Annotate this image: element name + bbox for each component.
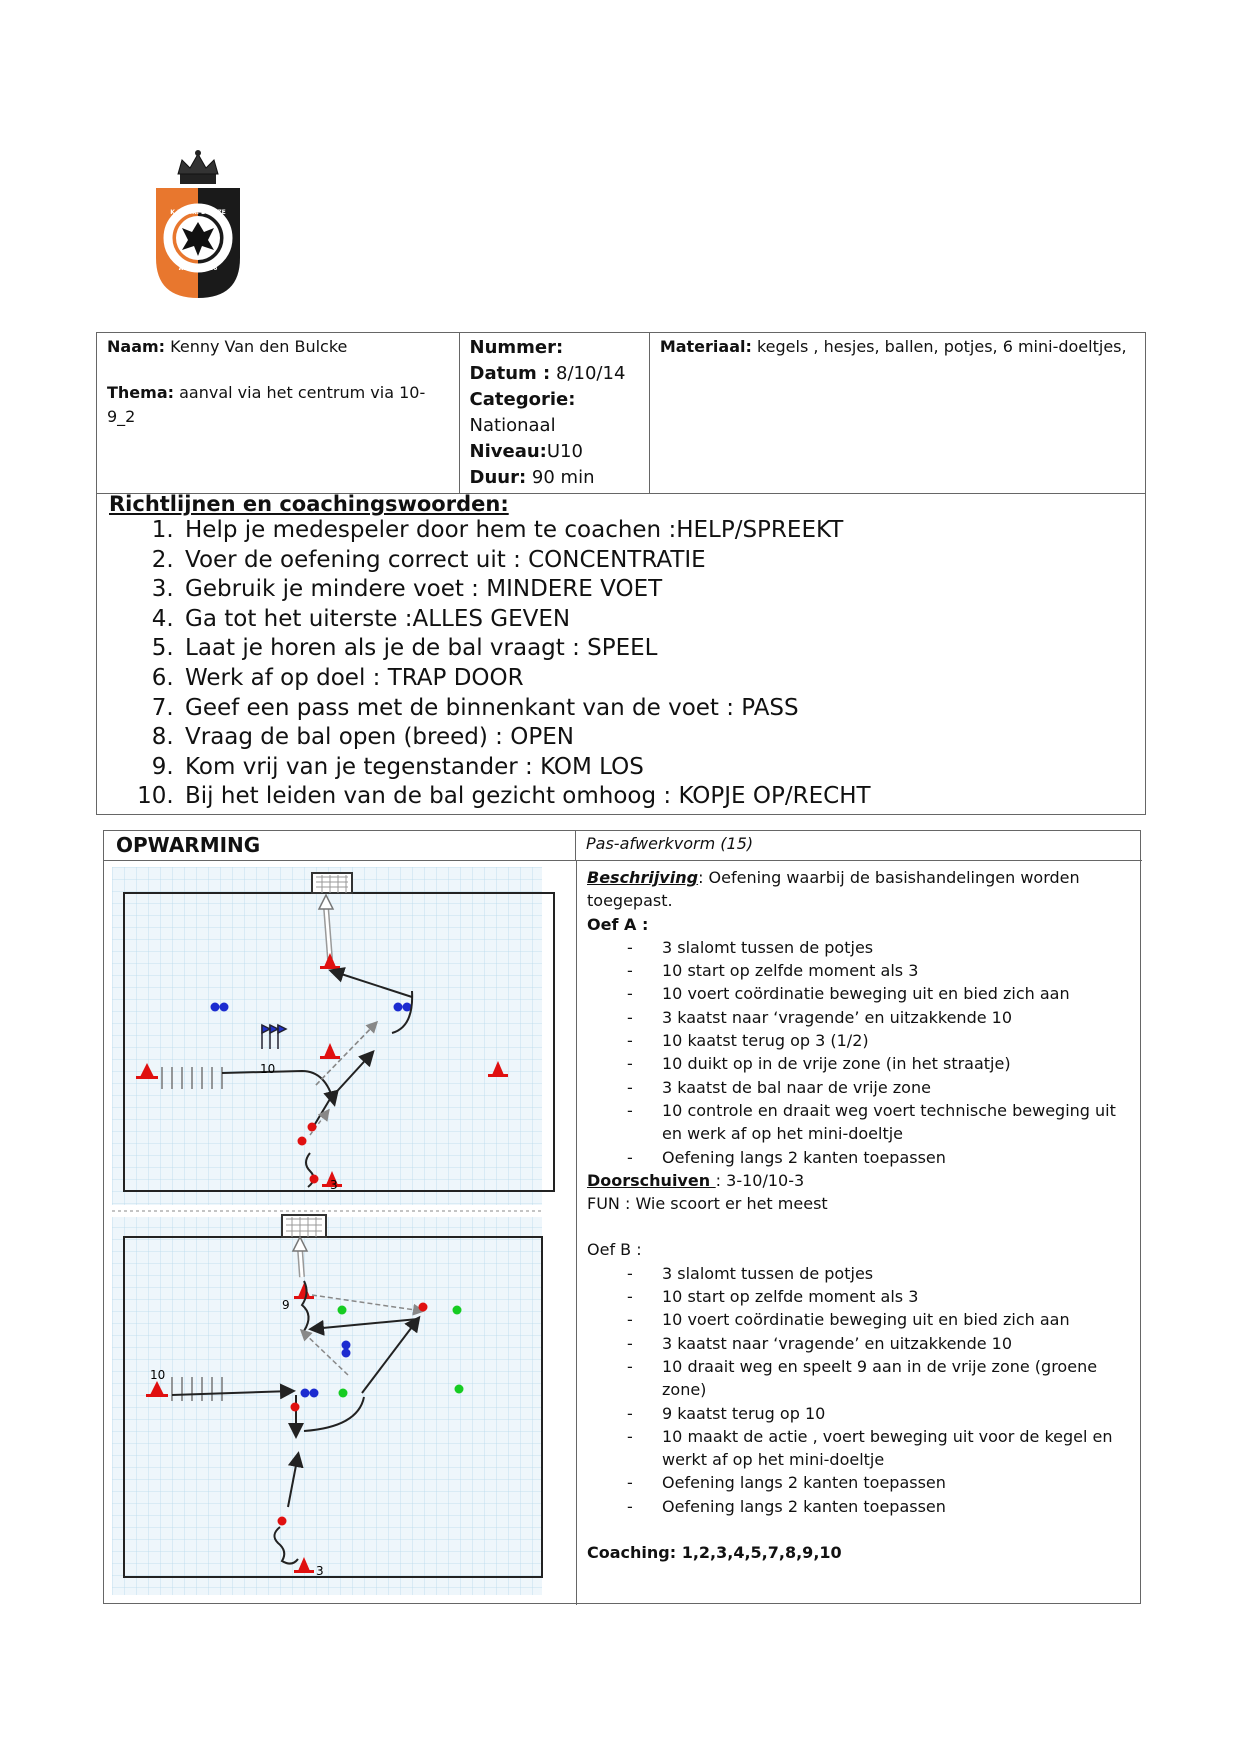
duur-label: Duur: — [469, 467, 527, 488]
datum-label: Datum : — [469, 363, 551, 384]
list-item: - 3 slalomt tussen de potjes — [587, 1262, 1135, 1285]
oef-a-list — [587, 936, 1135, 1169]
guideline-item: 10. Bij het leiden van de bal gezicht omhoog : KOPJE OP/RECHT — [181, 782, 871, 812]
naam-label: Naam: — [107, 337, 166, 356]
diagram-oef-b — [112, 1215, 542, 1595]
fun-line: FUN : Wie scoort er het meest — [587, 1194, 828, 1214]
categorie-label: Categorie: — [469, 389, 576, 410]
label-player-10: 10 — [150, 1368, 166, 1382]
materiaal-cell — [649, 333, 1145, 494]
column-divider — [576, 861, 577, 1605]
list-item: - 3 kaatst de bal naar de vrije zone — [587, 1076, 1135, 1099]
label-player-3: 3 — [316, 1564, 324, 1578]
list-item: - 10 voert coördinatie beweging uit en bied zich aan — [587, 1308, 1135, 1331]
oef-a-label: Oef A : — [587, 914, 649, 934]
exercise-description — [587, 866, 1135, 1564]
list-item: - 3 kaatst naar ‘vragende’ en uitzakkende 10 — [587, 1332, 1135, 1355]
guideline-item: 6. Werk af op doel : TRAP DOOR — [181, 664, 871, 694]
session-header-table — [96, 332, 1146, 494]
list-item: - 10 start op zelfde moment als 3 — [587, 1285, 1135, 1308]
nummer-label: Nummer: — [469, 337, 564, 358]
guideline-item: 4. Ga tot het uiterste :ALLES GEVEN — [181, 605, 871, 635]
list-item: - 10 voert coördinatie beweging uit en bied zich aan — [587, 982, 1135, 1005]
doorschuiven-label: Doorschuiven — [587, 1170, 716, 1190]
list-item: - 10 draait weg en speelt 9 aan in de vrije zone (groene zone) — [587, 1355, 1135, 1402]
categorie-value: Nationaal — [469, 415, 556, 436]
list-item: - Oefening langs 2 kanten toepassen — [587, 1495, 1135, 1518]
label-player-3: 3 — [330, 1178, 338, 1192]
naam-thema-cell — [97, 333, 460, 494]
beschrijving-text: : Oefening waarbij de basishandelingen worden toegepast. — [587, 868, 1080, 911]
coaching-line: Coaching: 1,2,3,4,5,7,8,9,10 — [587, 1543, 842, 1563]
club-logo — [150, 148, 246, 300]
guideline-item: 2. Voer de oefening correct uit : CONCENTRATIE — [181, 546, 871, 576]
crown-icon — [178, 150, 218, 184]
niveau-label: Niveau: — [469, 441, 547, 462]
label-player-9: 9 — [282, 1298, 290, 1312]
oef-b-list — [587, 1262, 1135, 1518]
guideline-item: 8. Vraag de bal open (breed) : OPEN — [181, 723, 871, 753]
list-item: - 9 kaatst terug op 10 — [587, 1402, 1135, 1425]
beschrijving-label: Beschrijving — [587, 868, 699, 887]
exercise-diagram — [112, 867, 568, 1595]
doorschuiven-line — [587, 1169, 1135, 1192]
mini-goal-icon — [282, 1215, 326, 1237]
warmup-title: OPWARMING — [116, 833, 261, 857]
guideline-item: 5. Laat je horen als je de bal vraagt : SPEEL — [181, 634, 871, 664]
guidelines-section — [96, 490, 1146, 815]
guidelines-title: Richtlijnen en coachingswoorden: — [109, 492, 509, 516]
list-item: - 10 controle en draait weg voert technische beweging uit en werk af op het mini-doeltje — [587, 1099, 1135, 1146]
warmup-subtitle-cell — [576, 831, 1142, 861]
list-item: - Oefening langs 2 kanten toepassen — [587, 1471, 1135, 1494]
diagram-oef-a — [112, 867, 554, 1205]
warmup-section — [103, 830, 1141, 1604]
guidelines-list — [143, 516, 871, 812]
materiaal-label: Materiaal: — [659, 337, 752, 356]
datum-value: 8/10/14 — [556, 363, 626, 384]
list-item: - 3 slalomt tussen de potjes — [587, 936, 1135, 959]
list-item: - 10 start op zelfde moment als 3 — [587, 959, 1135, 982]
mini-goal-icon — [312, 873, 352, 893]
warmup-subtitle: Pas-afwerkvorm (15) — [586, 834, 754, 853]
guideline-item: 1. Help je medespeler door hem te coachen :HELP/SPREEKT — [181, 516, 871, 546]
warmup-title-cell — [104, 831, 576, 861]
list-item: - 10 kaatst terug op 3 (1/2) — [587, 1029, 1135, 1052]
niveau-value: U10 — [546, 441, 583, 462]
doorschuiven-value: : 3-10/10-3 — [715, 1170, 805, 1190]
naam-value: Kenny Van den Bulcke — [170, 337, 348, 356]
label-player-10: 10 — [260, 1062, 276, 1076]
guideline-item: 9. Kom vrij van je tegenstander : KOM LOS — [181, 753, 871, 783]
logo-text-bottom: ANNO 1926 — [178, 265, 218, 272]
beschrijving-line — [587, 866, 1135, 913]
meta-cell — [459, 333, 649, 494]
oef-b-label: Oef B : — [587, 1240, 642, 1260]
list-item: - 10 maakt de actie , voert beweging uit voor de kegel en werkt af op het mini-doeltje — [587, 1425, 1135, 1472]
materiaal-value: kegels , hesjes, ballen, potjes, 6 mini-doeltjes, — [756, 337, 1127, 356]
list-item: - 3 kaatst naar ‘vragende’ en uitzakkende 10 — [587, 1006, 1135, 1029]
guideline-item: 7. Geef een pass met de binnenkant van de voet : PASS — [181, 694, 871, 724]
list-item: - 10 duikt op in de vrije zone (in het straatje) — [587, 1052, 1135, 1075]
logo-text-top: K.M.S.K. DEINZE — [170, 209, 226, 216]
guideline-item: 3. Gebruik je mindere voet : MINDERE VOET — [181, 575, 871, 605]
thema-label: Thema: — [107, 383, 175, 402]
thema-value: aanval via het centrum via 10-9_2 — [107, 383, 426, 426]
list-item: - Oefening langs 2 kanten toepassen — [587, 1146, 1135, 1169]
duur-value: 90 min — [531, 467, 595, 488]
